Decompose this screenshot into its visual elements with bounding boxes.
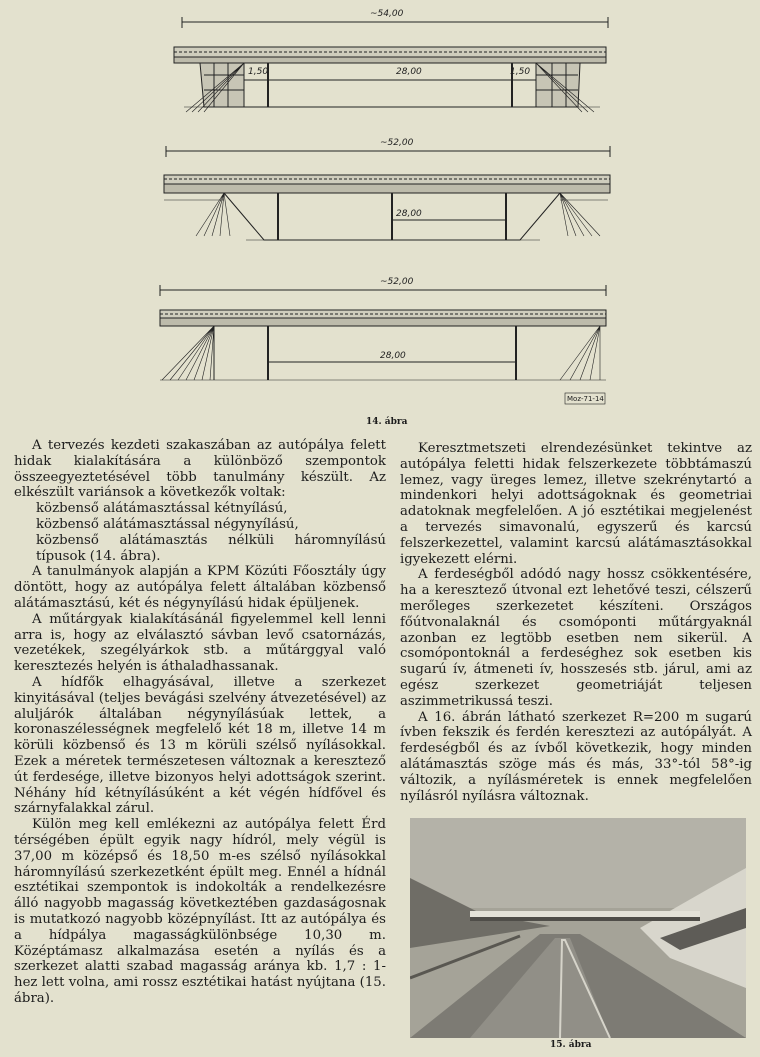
figure-15-caption: 15. ábra — [550, 1040, 592, 1050]
bridge-variant-1 — [174, 17, 608, 112]
left-paragraph-2: A tanulmányok alapján a KPM Közúti Főosztály úgy döntött, hogy az autópálya felett általában közbenső alátámasztású, két és négynyílású hidak épüljenek. — [14, 564, 386, 611]
left-paragraph-4: A hídfők elhagyásával, illetve a szerkezet kinyitásával (teljes bevágási szelvény átvezetésével) az aluljárók általában négynyílásúak lettek, a koronaszélességnek megfelelő két 18 m, illetve 14 m körüli közbenső és 13 m körüli szélső nyílásokkal. Ezek a méretek természetesen változnak a keresztező út ferdesége, illetve bizonyos helyi adottságok szerint. Néhány híd kétnyílásúként a két végén hídfővel és szárnyfalakkal zárul. — [14, 674, 386, 817]
variant-1-left-span: 1,50 — [248, 67, 269, 77]
variant-1-total-span: ~54,00 — [370, 9, 404, 19]
left-paragraph-1: A tervezés kezdeti szakaszában az autópálya felett hidak kialakítására a különböző szempontok összeegyeztetésével több tanulmány készült. Az elkészült variánsok a következők voltak: — [14, 438, 386, 501]
figure-ref-code: Moz-71-14 — [567, 395, 604, 403]
variant-list-item-2: közbenső alátámasztással négynyílású, — [36, 516, 299, 532]
figure-14-drawing — [0, 0, 760, 430]
left-paragraph-3: A műtárgyak kialakításánál figyelemmel kell lenni arra is, hogy az elválasztó sávban levő csatornázás, vezetékek, szegélyárkok stb. a műtárggyal való keresztezés helyén is áthaladhassanak. — [14, 611, 386, 675]
figure-15-photo — [410, 818, 746, 1038]
variant-3-total-span: ~52,00 — [380, 277, 414, 287]
right-paragraph-2: A ferdeségből adódó nagy hossz csökkentésére, ha a keresztező útvonal ezt lehetővé teszi, célszerű merőleges szerkezetet készíteni. Országos főútvonalaknál és csomóponti műtárgyaknál azonban ez legtöbb esetben nem sikerül. A csomópontoknál a ferdeséghez sok esetben kis sugarú ív, átmeneti ív, hosszesés stb. járul, ami az egész szerkezet geometriáját teljesen aszimmetrikussá teszi. — [400, 567, 752, 709]
left-paragraph-5: Külön meg kell emlékezni az autópálya felett Érd térségében épült egyik nagy hídról, mely végül is 37,00 m középső és 18,50 m-es szélső nyílásokkal háromnyílású szerkezetként épült meg. Ennél a hídnál esztétikai szempontok is indokolták a rendelkezésre álló nagyobb magasság következtében gazdaságosnak is mutatkozó nagyobb középnyílást. Itt az autópálya és a hídpálya magasságkülönbsége 10,30 m. Középtámasz alkalmazása esetén a nyílás és a szerkezet alatti szabad magasság aránya kb. 1,7 : 1-hez lett volna, ami rossz esztétikai hatást nyújtana (15. ábra). — [14, 817, 386, 1006]
variant-list-item-1: közbenső alátámasztással kétnyílású, — [36, 501, 288, 517]
right-paragraph-3: A 16. ábrán látható szerkezet R=200 m sugarú ívben fekszik és ferdén keresztezi az autópályát. A ferdeségből és az ívből következik, hogy minden alátámasztás szöge más és más, 33°-tól 58°-ig változik, a nyílásméretek is ennek megfelelően nyílásról nyílásra változnak. — [400, 709, 752, 804]
variant-1-mid-span: 28,00 — [396, 67, 422, 77]
variant-3-mid-span: 28,00 — [380, 351, 406, 361]
right-column — [400, 441, 752, 804]
variant-list-item-3: közbenső alátámasztás nélküli háromnyílású típusok (14. ábra). — [36, 532, 386, 564]
variant-2-mid-span: 28,00 — [396, 209, 422, 219]
bridge-variant-3 — [160, 285, 606, 404]
variant-2-total-span: ~52,00 — [380, 138, 414, 148]
left-column — [14, 438, 386, 1007]
variant-1-right-span: 1,50 — [510, 67, 531, 77]
right-paragraph-1: Keresztmetszeti elrendezésünket tekintve az autópálya feletti hidak felszerkezete többtámaszú lemez, vagy üreges lemez, illetve szekrénytartó a mindenkori helyi adottságoknak és geometriai adatoknak megfelelően. A jó esztétikai megjelenést a tervezés simavonalú, egyszerű és karcsú felszerkezettel, valamint karcsú alátámasztásokkal igyekezett elérni. — [400, 441, 752, 567]
bridge-variant-2 — [164, 146, 610, 240]
figure-14-caption: 14. ábra — [366, 417, 408, 427]
